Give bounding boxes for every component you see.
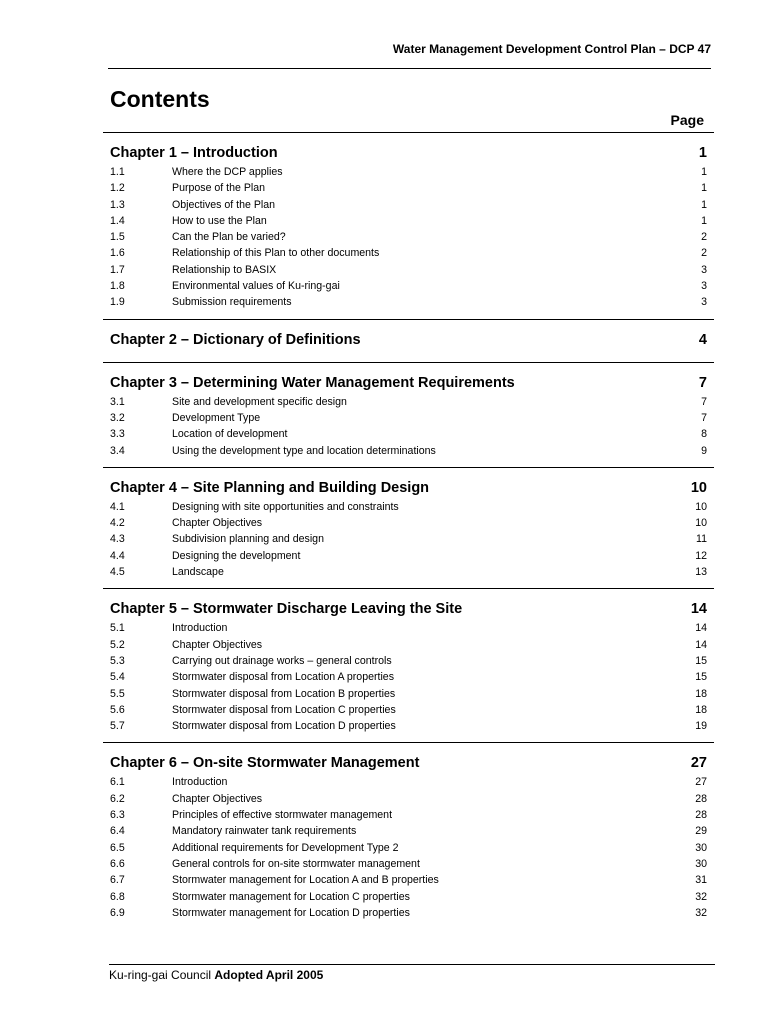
- entry-page: 1: [701, 198, 707, 211]
- entry-title: Principles of effective stormwater management: [172, 809, 393, 822]
- toc-entry: [110, 889, 707, 905]
- entry-page: 1: [701, 166, 707, 178]
- entry-title: Carrying out drainage works – general controls: [172, 654, 392, 667]
- toc-chapter-heading: [110, 373, 707, 393]
- chapter-page: 27: [690, 755, 707, 772]
- entry-title: Environmental values of Ku-ring-gai: [172, 280, 340, 293]
- entry-title: Relationship of this Plan to other documents: [172, 247, 380, 260]
- entry-number: 6.1: [110, 776, 125, 789]
- entry-page: 15: [695, 671, 707, 684]
- entry-page: 12: [695, 549, 707, 562]
- entry-number: 1.8: [110, 280, 125, 293]
- chapter-title: Chapter 3 – Determining Water Management Requirements: [110, 374, 515, 391]
- chapter-title: Chapter 6 – On-site Stormwater Management: [110, 755, 420, 772]
- toc-chapter: [103, 362, 714, 459]
- entry-number: 6.6: [110, 857, 125, 870]
- entry-page: 11: [696, 533, 707, 546]
- entry-number: 5.5: [110, 687, 125, 700]
- entry-page: 7: [701, 395, 707, 408]
- toc-entry: [110, 278, 707, 294]
- toc-entry: [110, 872, 707, 888]
- entry-title: Mandatory rainwater tank requirements: [172, 825, 357, 838]
- toc-entry: [110, 905, 707, 921]
- entry-title: Using the development type and location determinations: [172, 444, 436, 457]
- toc-entry: [110, 637, 707, 653]
- entry-page: 8: [701, 428, 707, 441]
- entry-page: 30: [695, 857, 707, 870]
- entry-number: 1.2: [110, 182, 125, 195]
- entry-page: 1: [701, 182, 707, 195]
- entry-title: Site and development specific design: [172, 395, 347, 408]
- entry-title: Introduction: [172, 622, 228, 635]
- entry-title: Stormwater disposal from Location D properties: [172, 720, 396, 733]
- entry-page: 14: [695, 622, 707, 635]
- toc-entry: [110, 774, 707, 790]
- toc-entry: [110, 499, 707, 515]
- toc-entry: [110, 164, 707, 180]
- entry-number: 6.3: [110, 809, 125, 822]
- entry-number: 5.3: [110, 654, 125, 667]
- entry-page: 3: [701, 280, 707, 293]
- entry-number: 1.3: [110, 198, 125, 211]
- toc-entry: [110, 531, 707, 547]
- entry-title: Development Type: [172, 411, 261, 424]
- entry-page: 1: [701, 214, 707, 227]
- toc-entry: [110, 620, 707, 636]
- chapter-title: Chapter 2 – Dictionary of Definitions: [110, 331, 361, 348]
- entry-number: 1.1: [110, 166, 125, 178]
- toc-chapter-heading: [110, 753, 707, 773]
- entry-number: 3.2: [110, 411, 125, 424]
- toc-entry: [110, 807, 707, 823]
- toc-chapter-heading: [110, 330, 707, 350]
- toc-entry: [110, 426, 707, 442]
- entry-title: General controls for on-site stormwater management: [172, 857, 420, 870]
- entry-title: Objectives of the Plan: [172, 198, 276, 211]
- toc-chapter: [103, 132, 714, 311]
- entry-title: Introduction: [172, 776, 228, 789]
- entry-number: 6.2: [110, 792, 125, 805]
- entry-page: 3: [701, 263, 707, 276]
- entry-number: 6.8: [110, 890, 125, 903]
- entry-page: 30: [695, 841, 707, 854]
- chapter-page: 4: [698, 331, 707, 348]
- toc-chapter-heading: [110, 478, 707, 498]
- entry-page: 9: [701, 444, 707, 457]
- toc-entry: [110, 180, 707, 196]
- toc-entry: [110, 515, 707, 531]
- page-footer: [109, 964, 715, 982]
- entry-title: Chapter Objectives: [172, 792, 263, 805]
- entry-page: 14: [695, 638, 707, 651]
- toc-entry: [110, 823, 707, 839]
- entry-title: Stormwater management for Location D properties: [172, 906, 410, 919]
- entry-title: Submission requirements: [172, 296, 292, 309]
- toc-chapter: [103, 742, 714, 921]
- toc-entry: [110, 262, 707, 278]
- toc-entry: [110, 229, 707, 245]
- entry-page: 18: [695, 687, 707, 700]
- entry-number: 5.4: [110, 671, 125, 684]
- entry-page: 2: [701, 231, 707, 244]
- toc-entry: [110, 702, 707, 718]
- entry-number: 6.7: [110, 874, 125, 887]
- chapter-page: 10: [690, 479, 707, 496]
- toc-chapter: [103, 319, 714, 354]
- entry-page: 28: [695, 809, 707, 822]
- entry-number: 5.6: [110, 703, 125, 716]
- toc-chapter: [103, 588, 714, 734]
- entry-number: 4.4: [110, 549, 125, 562]
- toc-entry: [110, 443, 707, 459]
- entry-title: Designing with site opportunities and constraints: [172, 500, 399, 513]
- entry-number: 3.3: [110, 428, 125, 441]
- entry-title: Stormwater management for Location A and B properties: [172, 874, 439, 887]
- entry-page: 29: [695, 825, 707, 838]
- chapter-page: 7: [698, 374, 707, 391]
- entry-page: 7: [701, 411, 707, 424]
- chapter-title: Chapter 1 – Introduction: [110, 145, 278, 161]
- entry-title: Chapter Objectives: [172, 638, 263, 651]
- entry-number: 3.1: [110, 395, 125, 408]
- entry-number: 4.3: [110, 533, 125, 546]
- entry-title: Can the Plan be varied?: [172, 231, 286, 244]
- toc-entry: [110, 840, 707, 856]
- toc-entry: [110, 245, 707, 261]
- chapter-page: 14: [690, 601, 707, 618]
- entry-number: 6.9: [110, 906, 125, 919]
- entry-title: Designing the development: [172, 549, 301, 562]
- toc-entry: [110, 213, 707, 229]
- entry-page: 32: [695, 906, 707, 919]
- chapter-title: Chapter 4 – Site Planning and Building Design: [110, 479, 430, 496]
- entry-number: 6.4: [110, 825, 125, 838]
- toc-entry: [110, 294, 707, 310]
- toc-chapter-heading: [110, 143, 707, 163]
- entry-page: 3: [701, 296, 707, 309]
- page-column-label: Page: [670, 112, 704, 128]
- entry-title: Stormwater disposal from Location C properties: [172, 703, 396, 716]
- toc-entry: [110, 856, 707, 872]
- toc-chapter-heading: [110, 599, 707, 619]
- entry-number: 4.2: [110, 517, 125, 530]
- entry-page: 15: [695, 654, 707, 667]
- entry-number: 5.7: [110, 720, 125, 733]
- entry-title: Stormwater disposal from Location A properties: [172, 671, 394, 684]
- entry-number: 1.9: [110, 296, 125, 309]
- toc-entry: [110, 410, 707, 426]
- footer-council: Ku-ring-gai Council: [109, 968, 212, 982]
- entry-page: 28: [695, 792, 707, 805]
- entry-title: How to use the Plan: [172, 214, 267, 227]
- entry-number: 4.5: [110, 566, 125, 579]
- entry-number: 1.5: [110, 231, 125, 244]
- entry-title: Chapter Objectives: [172, 517, 263, 530]
- chapter-page: 1: [698, 145, 707, 161]
- entry-page: 27: [695, 776, 707, 789]
- entry-page: 10: [695, 500, 707, 513]
- toc-entry: [110, 718, 707, 734]
- contents-title: Contents: [110, 86, 210, 112]
- entry-page: 31: [695, 874, 707, 887]
- entry-number: 3.4: [110, 444, 125, 457]
- toc-entry: [110, 548, 707, 564]
- entry-page: 18: [695, 703, 707, 716]
- entry-title: Purpose of the Plan: [172, 182, 266, 195]
- toc-entry: [110, 791, 707, 807]
- entry-page: 2: [701, 247, 707, 260]
- entry-title: Relationship to BASIX: [172, 263, 277, 276]
- entry-title: Subdivision planning and design: [172, 533, 324, 546]
- entry-number: 4.1: [110, 500, 125, 513]
- entry-number: 1.4: [110, 214, 125, 227]
- toc-entry: [110, 197, 707, 213]
- entry-page: 13: [695, 566, 707, 579]
- toc-entry: [110, 669, 707, 685]
- entry-number: 5.1: [110, 622, 125, 635]
- running-header: Water Management Development Control Plan – DCP 47: [108, 42, 711, 69]
- table-of-contents: [103, 132, 714, 921]
- entry-number: 6.5: [110, 841, 125, 854]
- chapter-title: Chapter 5 – Stormwater Discharge Leaving the Site: [110, 601, 463, 618]
- toc-entry: [110, 653, 707, 669]
- entry-page: 32: [695, 890, 707, 903]
- toc-entry: [110, 394, 707, 410]
- entry-title: Location of development: [172, 428, 288, 441]
- entry-number: 5.2: [110, 638, 125, 651]
- entry-title: Stormwater management for Location C properties: [172, 890, 410, 903]
- entry-number: 1.6: [110, 247, 125, 260]
- entry-title: Additional requirements for Development Type 2: [172, 841, 399, 854]
- footer-adopted: Adopted April 2005: [214, 968, 324, 982]
- entry-page: 19: [695, 720, 707, 733]
- entry-page: 10: [695, 517, 707, 530]
- entry-title: Landscape: [172, 566, 224, 579]
- toc-entry: [110, 686, 707, 702]
- toc-entry: [110, 564, 707, 580]
- entry-title: Stormwater disposal from Location B properties: [172, 687, 396, 700]
- entry-number: 1.7: [110, 263, 125, 276]
- toc-chapter: [103, 467, 714, 580]
- entry-title: Where the DCP applies: [172, 166, 283, 178]
